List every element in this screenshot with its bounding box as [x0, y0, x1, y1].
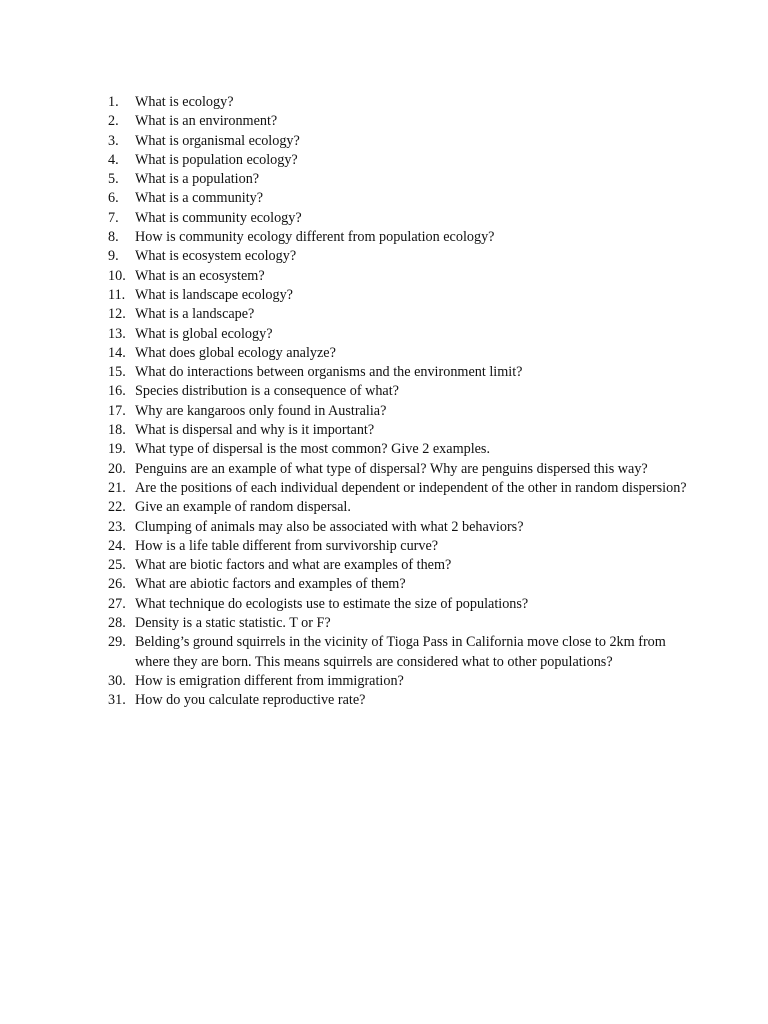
- question-item: [108, 498, 688, 517]
- question-item: [108, 344, 688, 363]
- question-item: [108, 170, 688, 189]
- question-list: [108, 93, 688, 711]
- question-number: 4.: [108, 151, 119, 168]
- question-text: How is community ecology different from population ecology?: [135, 229, 495, 246]
- question-item: [108, 518, 688, 537]
- question-text: What does global ecology analyze?: [135, 344, 336, 361]
- question-item: [108, 189, 688, 208]
- question-number: 8.: [108, 229, 119, 246]
- question-item: [108, 286, 688, 305]
- question-text: What is landscape ecology?: [135, 286, 293, 303]
- question-item: [108, 112, 688, 131]
- question-number: 5.: [108, 171, 119, 188]
- question-item: [108, 93, 688, 112]
- question-number: 3.: [108, 132, 119, 149]
- question-text: Clumping of animals may also be associated with what 2 behaviors?: [135, 518, 524, 535]
- question-item: [108, 209, 688, 228]
- question-text: What is an environment?: [135, 113, 278, 130]
- question-item: [108, 132, 688, 151]
- question-number: 26.: [108, 576, 126, 593]
- question-number: 27.: [108, 595, 126, 612]
- question-text: What is organismal ecology?: [135, 132, 300, 149]
- question-number: 28.: [108, 615, 126, 632]
- question-number: 22.: [108, 499, 126, 516]
- question-number: 21.: [108, 479, 126, 496]
- question-item: [108, 382, 688, 401]
- question-number: 16.: [108, 383, 126, 400]
- question-text: What is community ecology?: [135, 209, 302, 226]
- question-item: [108, 556, 688, 575]
- question-number: 29.: [108, 634, 126, 651]
- question-text: What is ecosystem ecology?: [135, 248, 297, 265]
- question-number: 15.: [108, 364, 126, 381]
- question-text: What is population ecology?: [135, 151, 298, 168]
- question-text: What is a community?: [135, 190, 264, 207]
- question-number: 25.: [108, 557, 126, 574]
- question-text: Give an example of random dispersal.: [135, 499, 351, 516]
- question-item: [108, 247, 688, 266]
- question-text: What do interactions between organisms and the environment limit?: [135, 364, 523, 381]
- question-number: 24.: [108, 537, 126, 554]
- question-item: [108, 305, 688, 324]
- question-number: 19.: [108, 441, 126, 458]
- question-item: [108, 595, 688, 614]
- question-text: Belding’s ground squirrels in the vicinity of Tioga Pass in California move close to 2km from where they are born. This means squirrels are considered what to other populations?: [135, 634, 666, 670]
- question-text: What type of dispersal is the most common? Give 2 examples.: [135, 441, 490, 458]
- question-text: Why are kangaroos only found in Australia?: [135, 402, 387, 419]
- question-number: 2.: [108, 113, 119, 130]
- question-text: What are biotic factors and what are examples of them?: [135, 557, 452, 574]
- question-item: [108, 614, 688, 633]
- question-text: What is a population?: [135, 171, 260, 188]
- question-text: Density is a static statistic. T or F?: [135, 615, 331, 632]
- question-number: 30.: [108, 672, 126, 689]
- question-number: 14.: [108, 344, 126, 361]
- question-item: [108, 575, 688, 594]
- question-item: [108, 672, 688, 691]
- question-text: How is a life table different from survivorship curve?: [135, 537, 439, 554]
- question-text: Are the positions of each individual dependent or independent of the other in random dispersion?: [135, 479, 687, 496]
- question-number: 11.: [108, 286, 126, 303]
- question-item: [108, 460, 688, 479]
- question-text: What is ecology?: [135, 94, 234, 110]
- question-item: [108, 325, 688, 344]
- question-text: What is dispersal and why is it important?: [135, 422, 375, 439]
- question-text: What are abiotic factors and examples of them?: [135, 576, 406, 593]
- question-number: 23.: [108, 518, 126, 535]
- question-text: What is an ecosystem?: [135, 267, 265, 284]
- question-number: 10.: [108, 267, 126, 284]
- question-text: What technique do ecologists use to estimate the size of populations?: [135, 595, 529, 612]
- question-item: [108, 228, 688, 247]
- question-number: 12.: [108, 306, 126, 323]
- question-number: 9.: [108, 248, 119, 265]
- question-item: [108, 479, 688, 498]
- question-item: [108, 267, 688, 286]
- question-item: [108, 633, 688, 672]
- question-number: 20.: [108, 460, 126, 477]
- question-text: What is a landscape?: [135, 306, 255, 323]
- question-number: 17.: [108, 402, 126, 419]
- question-number: 7.: [108, 209, 119, 226]
- question-number: 18.: [108, 422, 126, 439]
- question-number: 6.: [108, 190, 119, 207]
- question-text: Penguins are an example of what type of dispersal? Why are penguins dispersed this way?: [135, 460, 648, 477]
- question-item: [108, 151, 688, 170]
- question-text: What is global ecology?: [135, 325, 273, 342]
- question-item: [108, 537, 688, 556]
- question-text: How do you calculate reproductive rate?: [135, 692, 366, 709]
- question-text: How is emigration different from immigration?: [135, 672, 404, 689]
- question-item: [108, 440, 688, 459]
- question-number: 31.: [108, 692, 126, 709]
- question-number: 13.: [108, 325, 126, 342]
- question-text: Species distribution is a consequence of what?: [135, 383, 399, 400]
- question-item: [108, 421, 688, 440]
- question-number: 1.: [108, 94, 119, 110]
- question-item: [108, 691, 688, 710]
- question-item: [108, 402, 688, 421]
- question-item: [108, 363, 688, 382]
